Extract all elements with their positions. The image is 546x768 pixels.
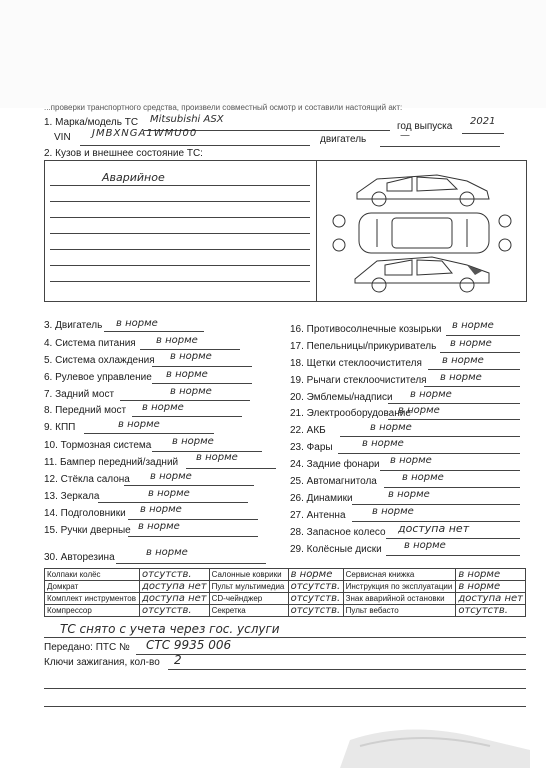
item-headrests-value: в норме (140, 504, 182, 515)
notes-line-2 (50, 201, 310, 202)
note-underline (44, 637, 526, 638)
item-battery-line (340, 436, 520, 437)
table-cell: Домкрат (45, 581, 140, 593)
keys-label: Ключи зажигания, кол-во (44, 657, 160, 668)
item-taillights-line (380, 470, 520, 471)
equipment-table (44, 568, 526, 617)
item-taillights-label: 24. Задние фонари (290, 459, 380, 470)
item-cooling-line (152, 366, 252, 367)
item-ashtray-label: 17. Пепельницы/прикуриватель (290, 341, 437, 352)
pts-underline (136, 654, 526, 655)
item-rims-label: 29. Колёсные диски (290, 544, 382, 555)
handwritten-note: ТС снято с учета через гос. услуги (60, 622, 280, 636)
table-cell: Комплект инструментов (45, 593, 140, 605)
notes-line-6 (50, 265, 310, 266)
table-cell: CD-чейнджер (209, 593, 288, 605)
item-battery-label: 22. АКБ (290, 425, 326, 436)
item-fuel-line (140, 349, 240, 350)
item-spare-wheel-value: доступа нет (398, 522, 470, 535)
pts-label: Передано: ПТС № (44, 642, 130, 653)
item-emblems-label: 20. Эмблемы/надписи (290, 392, 393, 403)
table-cell: Пульт мультимедиа (209, 581, 288, 593)
item-electrics-label: 21. Электрооборудование (290, 408, 411, 419)
item-glass-value: в норме (150, 471, 192, 482)
table-cell: Сервисная книжка (343, 569, 456, 581)
table-cell: в норме (288, 569, 343, 581)
keys-value: 2 (174, 653, 182, 667)
item-bumper-label: 11. Бампер передний/задний (44, 457, 179, 468)
item-speakers-label: 26. Динамики (290, 493, 353, 504)
table-cell: отсутств. (139, 569, 209, 581)
notes-line-1 (50, 185, 310, 186)
item-tires-line (116, 563, 266, 564)
item-spare-wheel-label: 28. Запасное колесо (290, 527, 386, 538)
item-emblems-value: в норме (410, 389, 452, 400)
year-value: 2021 (470, 116, 496, 127)
table-cell: отсутств. (139, 605, 209, 617)
table-cell: отсутств. (288, 581, 343, 593)
item-door-handles-label: 15. Ручки дверные (44, 525, 131, 536)
year-label: год выпуска (397, 121, 453, 132)
table-cell: отсутств. (288, 605, 343, 617)
table-cell: Знак аварийной остановки (343, 593, 456, 605)
item-battery-value: в норме (370, 422, 412, 433)
item-glass-label: 12. Стёкла салона (44, 474, 130, 485)
table-cell: отсутств. (456, 605, 526, 617)
item-spare-wheel-line (386, 538, 520, 539)
item-radio-line (384, 487, 520, 488)
table-row (45, 605, 526, 617)
item-headlights-label: 23. Фары (290, 442, 333, 453)
item-wiper-arms-value: в норме (440, 372, 482, 383)
item-speakers-value: в норме (388, 489, 430, 500)
scan-header-area (0, 0, 546, 108)
brand-label: 1. Марка/модель ТС (44, 117, 139, 128)
item-fuel-value: в норме (156, 335, 198, 346)
blank-line-1 (44, 688, 526, 689)
item-sunvisors-line (446, 335, 520, 336)
item-rear-axle-label: 7. Задний мост (44, 389, 115, 400)
item-gearbox-line (84, 433, 214, 434)
item-radio-label: 25. Автомагнитола (290, 476, 377, 487)
item-cooling-value: в норме (170, 351, 212, 362)
item-headrests-label: 14. Подголовники (44, 508, 126, 519)
item-ashtray-value: в норме (450, 338, 492, 349)
item-rims-line (386, 555, 520, 556)
item-electrics-value: в норме (398, 405, 440, 416)
brand-value: Mitsubishi ASX (150, 114, 224, 125)
car-top-view (359, 213, 489, 253)
item-bumper-value: в норме (196, 452, 238, 463)
item-headlights-value: в норме (362, 438, 404, 449)
item-fuel-label: 4. Система питания (44, 338, 136, 349)
car-diagram-svg (317, 161, 526, 301)
notes-line-3 (50, 217, 310, 218)
table-cell: Секретка (209, 605, 288, 617)
table-cell: Пульт вебасто (343, 605, 456, 617)
item-wiper-blades-value: в норме (442, 355, 484, 366)
table-cell: Инструкция по эксплуатации (343, 581, 456, 593)
item-door-handles-line (128, 536, 258, 537)
notes-line-4 (50, 233, 310, 234)
item-antenna-label: 27. Антенна (290, 510, 346, 521)
wheel-fr (333, 239, 345, 251)
table-cell: отсутств. (288, 593, 343, 605)
wheel-rl (499, 215, 511, 227)
item-front-axle-line (132, 416, 242, 417)
item-headrests-line (128, 519, 258, 520)
item-taillights-value: в норме (390, 455, 432, 466)
body-note: Аварийное (102, 171, 165, 184)
item-glass-line (124, 485, 254, 486)
wheel-fl (333, 215, 345, 227)
table-cell: доступа нет (139, 581, 209, 593)
notes-line-7 (50, 281, 310, 282)
item-gearbox-label: 9. КПП (44, 422, 76, 433)
pts-value: СТС 9935 006 (146, 638, 232, 652)
item-brakes-label: 10. Тормозная система (44, 440, 152, 451)
item-rear-axle-value: в норме (170, 386, 212, 397)
item-rims-value: в норме (404, 540, 446, 551)
item-mirrors-label: 13. Зеркала (44, 491, 100, 502)
table-cell: в норме (456, 581, 526, 593)
car-diagram (316, 160, 527, 302)
item-headlights-line (338, 453, 520, 454)
item-wiper-blades-line (428, 369, 520, 370)
keys-underline (168, 669, 526, 670)
item-ashtray-line (440, 352, 520, 353)
item-wiper-arms-line (424, 386, 520, 387)
item-tires-label: 30. Авторезина (44, 552, 115, 563)
engine-underline (380, 146, 500, 147)
table-row (45, 581, 526, 593)
item-steering-line (152, 383, 252, 384)
item-gearbox-value: в норме (118, 419, 160, 430)
engine-value: — (400, 130, 410, 141)
item-rear-axle-line (120, 400, 250, 401)
vin-label: VIN (54, 132, 71, 143)
body-condition-label: 2. Кузов и внешнее состояние ТС: (44, 148, 203, 159)
item-radio-value: в норме (402, 472, 444, 483)
item-engine-label: 3. Двигатель (44, 320, 103, 331)
intro-text: ...проверки транспортного средства, произвели совместный осмотр и составили настоящий акт: (44, 103, 403, 112)
vin-underline (80, 145, 310, 146)
item-tires-value: в норме (146, 547, 188, 558)
table-cell: Колпаки колёс (45, 569, 140, 581)
item-front-axle-value: в норме (142, 402, 184, 413)
item-front-axle-label: 8. Передний мост (44, 405, 127, 416)
table-cell: доступа нет (139, 593, 209, 605)
item-cooling-label: 5. Система охлаждения (44, 355, 155, 366)
wheel-rear-bottom (460, 278, 474, 292)
table-row (45, 593, 526, 605)
table-cell: Компрессор (45, 605, 140, 617)
table-cell: Салонные коврики (209, 569, 288, 581)
item-bumper-line (186, 468, 276, 469)
item-antenna-value: в норме (372, 506, 414, 517)
wheel-front-bottom (372, 278, 386, 292)
item-steering-label: 6. Рулевое управление (44, 372, 152, 383)
item-steering-value: в норме (166, 369, 208, 380)
item-emblems-line (388, 403, 520, 404)
scan-fold-artifact (330, 700, 530, 768)
item-engine-line (104, 331, 204, 332)
item-engine-value: в норме (116, 318, 158, 329)
item-wiper-arms-label: 19. Рычаги стеклоочистителя (290, 375, 427, 386)
item-electrics-line (388, 419, 520, 420)
item-sunvisors-label: 16. Противосолнечные козырьки (290, 324, 442, 335)
table-cell: в норме (456, 569, 526, 581)
item-wiper-blades-label: 18. Щетки стеклоочистителя (290, 358, 422, 369)
item-speakers-line (352, 504, 520, 505)
wheel-rr (499, 239, 511, 251)
year-underline (462, 133, 504, 134)
item-brakes-value: в норме (172, 436, 214, 447)
table-row (45, 569, 526, 581)
item-door-handles-value: в норме (138, 521, 180, 532)
item-sunvisors-value: в норме (452, 320, 494, 331)
engine-label: двигатель (320, 134, 367, 145)
item-mirrors-line (98, 502, 248, 503)
car-side-top (357, 175, 489, 199)
table-cell: доступа нет (456, 593, 526, 605)
item-mirrors-value: в норме (148, 488, 190, 499)
vin-value: JMBXNGA1WMU00 (92, 128, 198, 139)
notes-line-5 (50, 249, 310, 250)
